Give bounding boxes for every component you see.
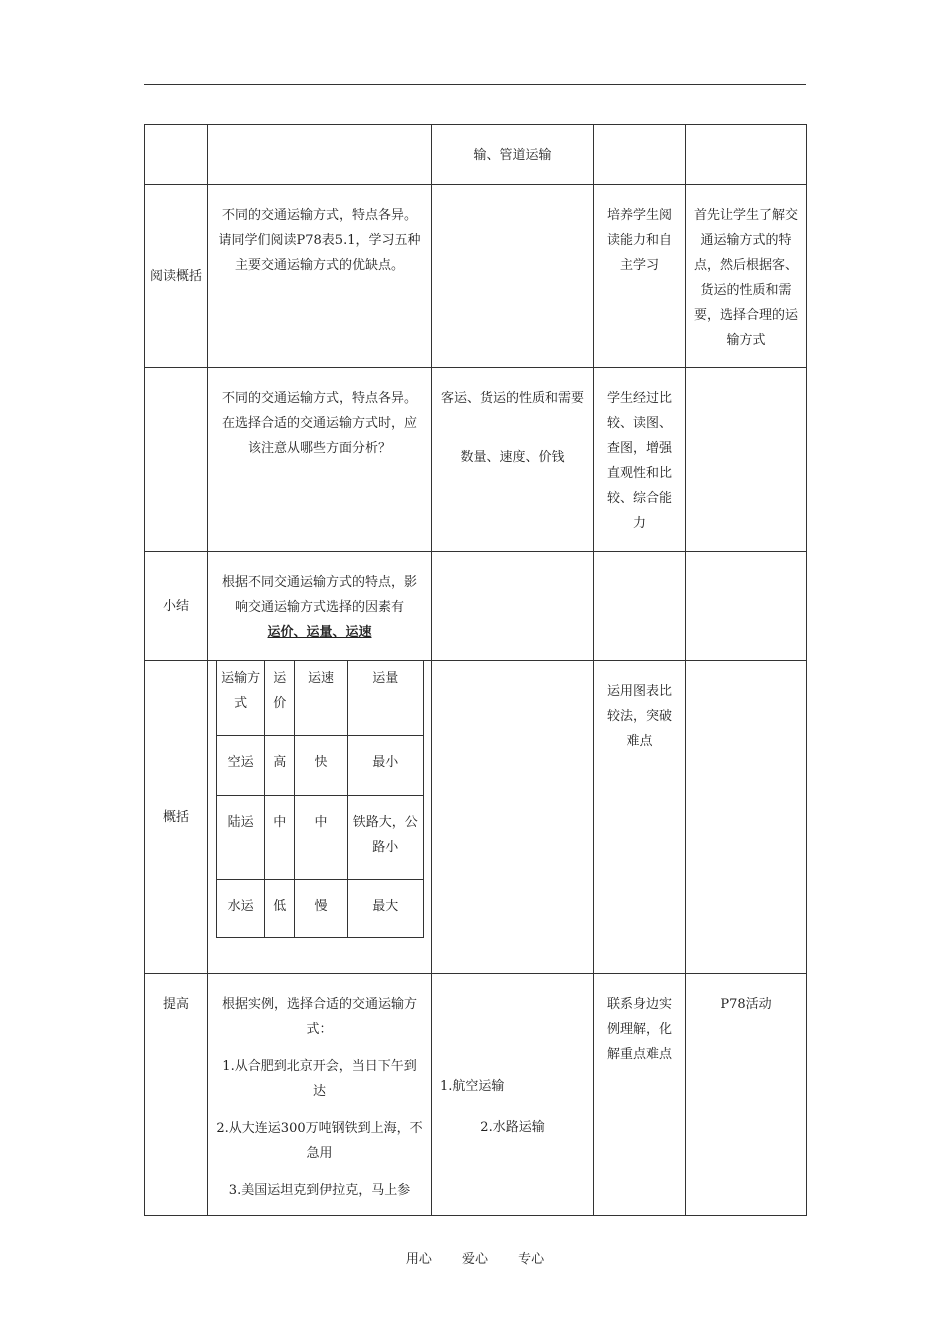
row-label: 概括 bbox=[145, 661, 208, 974]
inner-header: 运价 bbox=[265, 661, 295, 736]
table-cell: 首先让学生了解交通运输方式的特点，然后根据客、货运的性质和需要，选择合理的运输方式 bbox=[686, 185, 807, 368]
inner-cell: 空运 bbox=[217, 736, 265, 796]
table-cell bbox=[686, 368, 807, 552]
table-cell bbox=[432, 974, 594, 1216]
list-item: 3.美国运坦克到伊拉克，马上参 bbox=[228, 1183, 411, 1198]
list-item: 2.从大连运300万吨钢铁到上海，不急用 bbox=[216, 1121, 423, 1161]
table-cell bbox=[686, 552, 807, 661]
table-cell: 联系身边实例理解，化解重点难点 bbox=[594, 974, 686, 1216]
footer-text: 爱心 bbox=[461, 1252, 488, 1267]
cell-text: 根据不同交通运输方式的特点，影响交通运输方式选择的因素有 bbox=[221, 575, 417, 615]
table-cell: P78活动 bbox=[686, 974, 807, 1216]
table-cell bbox=[145, 368, 208, 552]
inner-header: 运输方式 bbox=[217, 661, 265, 736]
inner-cell: 慢 bbox=[295, 880, 347, 938]
row-label: 小结 bbox=[145, 552, 208, 661]
table-row bbox=[145, 661, 807, 974]
lesson-plan-table bbox=[144, 124, 807, 1216]
footer-text: 专心 bbox=[518, 1252, 545, 1267]
inner-cell: 最大 bbox=[347, 880, 423, 938]
table-cell bbox=[686, 125, 807, 185]
table-cell: 学生经过比较、读图、查图，增强直观性和比较、综合能力 bbox=[594, 368, 686, 552]
cell-text: 根据实例，选择合适的交通运输方式： bbox=[221, 997, 417, 1037]
table-row bbox=[145, 368, 807, 552]
table-cell bbox=[594, 552, 686, 661]
table-row bbox=[145, 974, 807, 1216]
inner-cell: 水运 bbox=[217, 880, 265, 938]
table-row bbox=[145, 185, 807, 368]
inner-cell: 最小 bbox=[347, 736, 423, 796]
inner-header: 运量 bbox=[347, 661, 423, 736]
inner-cell: 铁路大，公路小 bbox=[347, 796, 423, 880]
row-label: 提高 bbox=[145, 974, 208, 1216]
table-cell bbox=[208, 974, 432, 1216]
inner-cell: 中 bbox=[265, 796, 295, 880]
table-cell bbox=[208, 552, 432, 661]
inner-cell: 陆运 bbox=[217, 796, 265, 880]
table-cell bbox=[432, 661, 594, 974]
emphasis-text: 运价、运量、运速 bbox=[267, 625, 372, 640]
table-cell bbox=[432, 368, 594, 552]
inner-header: 运速 bbox=[295, 661, 347, 736]
table-cell bbox=[208, 125, 432, 185]
page-footer bbox=[0, 1248, 950, 1267]
table-cell bbox=[145, 125, 208, 185]
inner-cell: 高 bbox=[265, 736, 295, 796]
inner-cell: 低 bbox=[265, 880, 295, 938]
table-cell: 不同的交通运输方式，特点各异。在选择合适的交通运输方式时，应该注意从哪些方面分析？ bbox=[208, 368, 432, 552]
table-cell bbox=[432, 552, 594, 661]
table-cell: 输、管道运输 bbox=[432, 125, 594, 185]
cell-text: 客运、货运的性质和需要 bbox=[440, 391, 584, 406]
row-label: 阅读概括 bbox=[145, 185, 208, 368]
table-cell: 运用图表比较法，突破难点 bbox=[594, 661, 686, 974]
cell-text: 2.水路运输 bbox=[480, 1120, 545, 1135]
table-cell bbox=[594, 125, 686, 185]
table-row bbox=[145, 552, 807, 661]
inner-cell: 快 bbox=[295, 736, 347, 796]
table-cell bbox=[208, 661, 432, 974]
inner-cell: 中 bbox=[295, 796, 347, 880]
table-cell: 不同的交通运输方式，特点各异。请同学们阅读P78表5.1，学习五种主要交通运输方式的优缺点。 bbox=[208, 185, 432, 368]
list-item: 1.从合肥到北京开会，当日下午到达 bbox=[222, 1059, 417, 1099]
table-row bbox=[145, 125, 807, 185]
cell-text: 1.航空运输 bbox=[440, 1079, 505, 1094]
cell-text: 数量、速度、价钱 bbox=[460, 450, 565, 465]
footer-text: 用心 bbox=[405, 1252, 432, 1267]
transport-comparison-table bbox=[216, 661, 424, 939]
table-cell bbox=[686, 661, 807, 974]
table-cell: 培养学生阅读能力和自主学习 bbox=[594, 185, 686, 368]
header-rule bbox=[144, 84, 806, 85]
table-cell bbox=[432, 185, 594, 368]
